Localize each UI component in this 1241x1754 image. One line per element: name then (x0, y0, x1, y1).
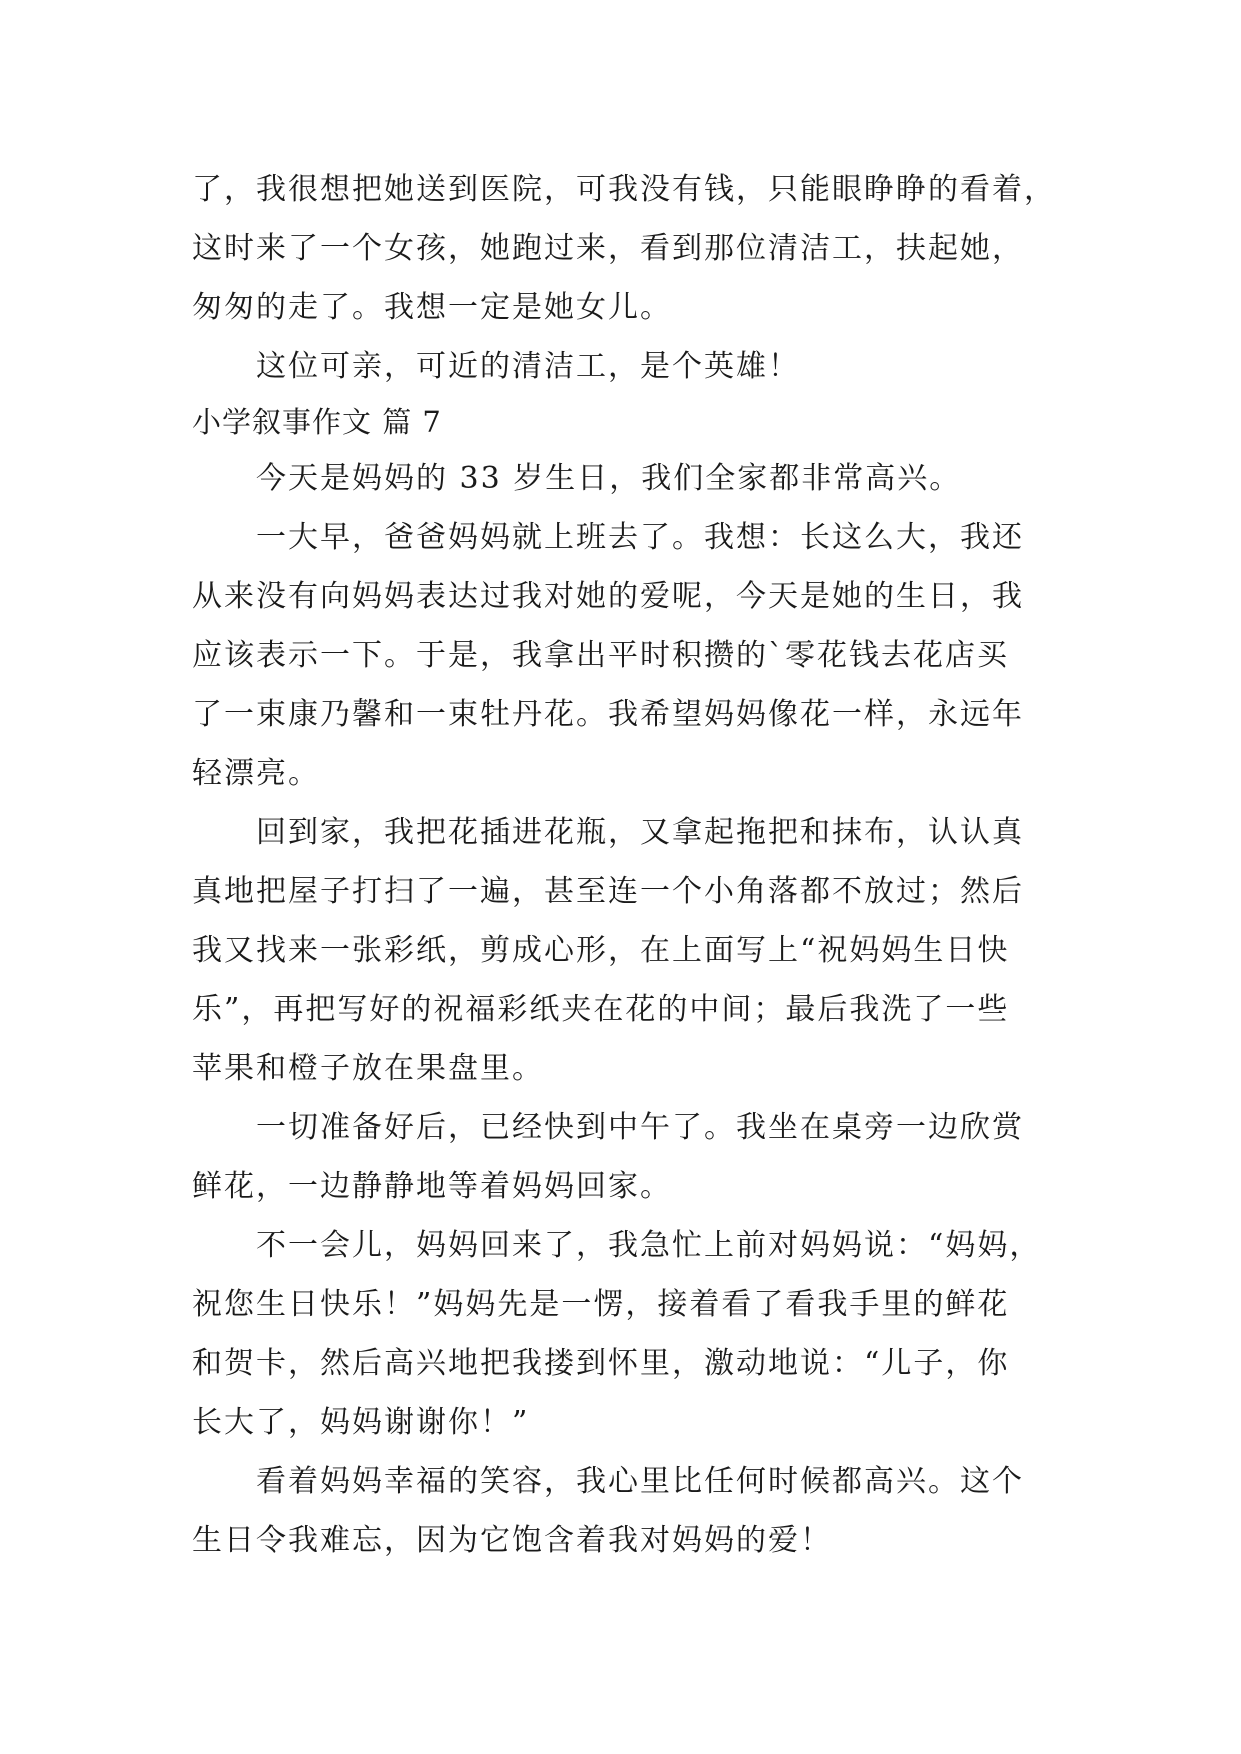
section-title: 小学叙事作文 篇 7 (192, 405, 442, 439)
text-line: 这位可亲，可近的清洁工，是个英雄！ (192, 349, 800, 384)
text-line: 乐”，再把写好的祝福彩纸夹在花的中间；最后我洗了一些 (192, 992, 1010, 1027)
text-line: 苹果和橙子放在果盘里。 (192, 1051, 544, 1086)
text-line: 了一束康乃馨和一束牡丹花。我希望妈妈像花一样，永远年 (192, 697, 1024, 732)
text-line: 生日令我难忘，因为它饱含着我对妈妈的爱！ (192, 1523, 832, 1558)
text-line: 和贺卡，然后高兴地把我搂到怀里，激动地说：“儿子，你 (192, 1346, 1010, 1381)
text-line: 轻漂亮。 (192, 756, 320, 791)
text-line: 从来没有向妈妈表达过我对她的爱呢，今天是她的生日，我 (192, 579, 1024, 614)
text-line: 不一会儿，妈妈回来了，我急忙上前对妈妈说：“妈妈， (192, 1228, 1042, 1263)
text-line: 看着妈妈幸福的笑容，我心里比任何时候都高兴。这个 (192, 1464, 1024, 1499)
text-line: 这时来了一个女孩，她跑过来，看到那位清洁工，扶起她， (192, 231, 1024, 266)
text-line: 我又找来一张彩纸，剪成心形，在上面写上“祝妈妈生日快 (192, 933, 1010, 968)
paragraph (192, 449, 1072, 508)
text-line: 鲜花，一边静静地等着妈妈回家。 (192, 1169, 672, 1204)
paragraph (192, 508, 1072, 803)
text-line: 回到家，我把花插进花瓶，又拿起拖把和抹布，认认真 (192, 815, 1024, 850)
text-line: 了，我很想把她送到医院，可我没有钱，只能眼睁睁的看着， (192, 172, 1056, 207)
paragraph (192, 1216, 1072, 1452)
text-line: 应该表示一下。于是，我拿出平时积攒的`零花钱去花店买 (192, 638, 1009, 673)
text-line: 真地把屋子打扫了一遍，甚至连一个小角落都不放过；然后 (192, 874, 1024, 909)
text-line: 长大了，妈妈谢谢你！” (192, 1405, 530, 1440)
document-body (192, 160, 1072, 1570)
text-line: 一切准备好后，已经快到中午了。我坐在桌旁一边欣赏 (192, 1110, 1024, 1145)
previous-section-ending (192, 160, 1072, 396)
text-line: 匆匆的走了。我想一定是她女儿。 (192, 290, 672, 325)
text-line: 今天是妈妈的 33 岁生日，我们全家都非常高兴。 (192, 461, 962, 496)
text-line: 一大早，爸爸妈妈就上班去了。我想：长这么大，我还 (192, 520, 1024, 555)
paragraph (192, 803, 1072, 1098)
paragraph (192, 1452, 1072, 1570)
text-line: 祝您生日快乐！”妈妈先是一愣，接着看了看我手里的鲜花 (192, 1287, 1010, 1322)
paragraph (192, 1098, 1072, 1216)
